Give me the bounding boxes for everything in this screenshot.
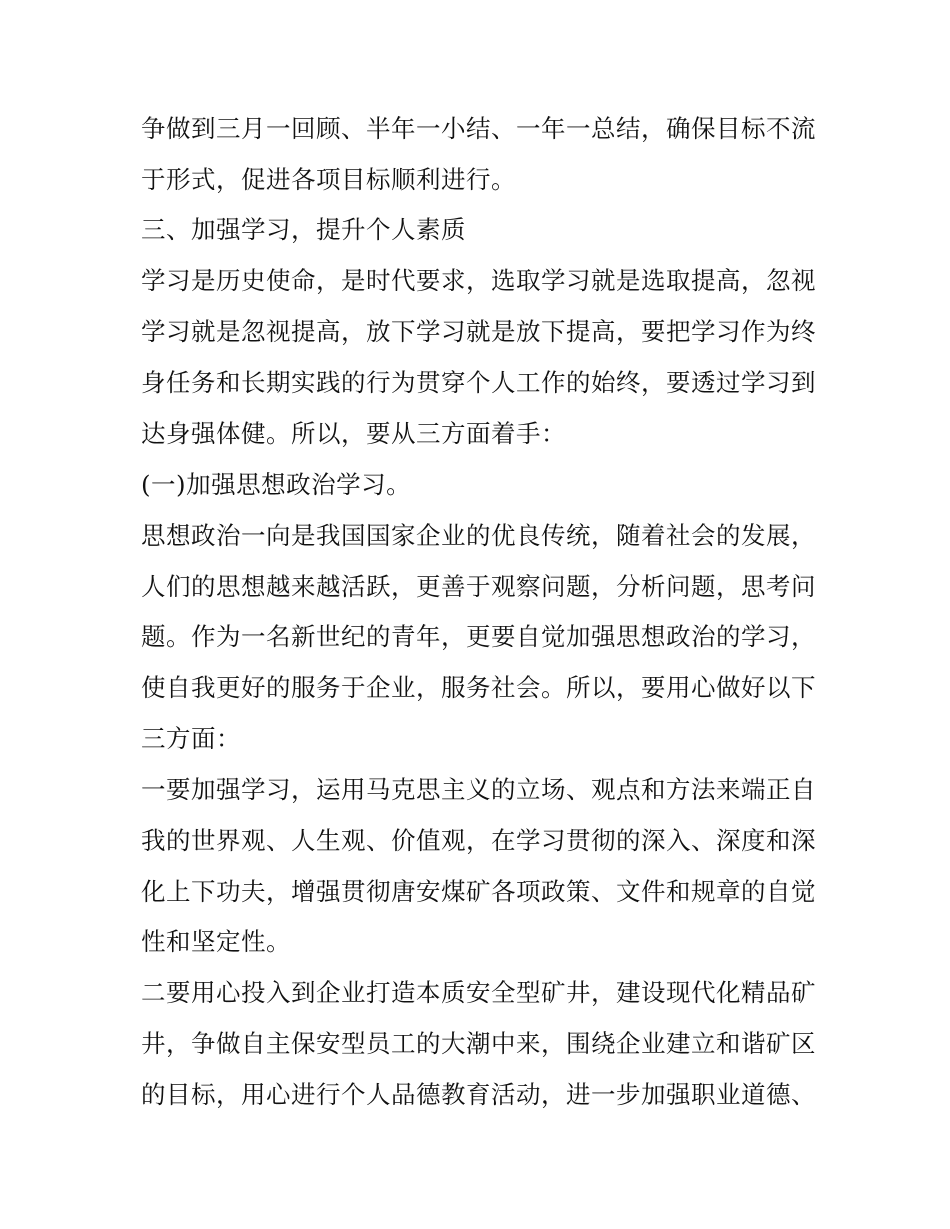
text-line: 思想政治一向是我国国家企业的优良传统，随着社会的发展，	[141, 521, 816, 550]
text-line: 性和坚定性。	[141, 927, 291, 956]
subsection-heading: (一)加强思想政治学习。	[141, 470, 412, 499]
text-line: 争做到三月一回顾、半年一小结、一年一总结，确保目标不流	[141, 114, 816, 143]
text-line: 的目标，用心进行个人品德教育活动，进一步加强职业道德、	[141, 1080, 816, 1109]
text-line: 身任务和长期实践的行为贯穿个人工作的始终，要透过学习到	[141, 368, 816, 397]
text-line: 学习就是忽视提高，放下学习就是放下提高，要把学习作为终	[141, 317, 816, 346]
text-line: 于形式，促进各项目标顺利进行。	[141, 165, 516, 194]
text-line: 一要加强学习，运用马克思主义的立场、观点和方法来端正自	[141, 775, 816, 804]
text-line: 达身强体健。所以，要从三方面着手：	[141, 419, 566, 448]
section-heading: 三、加强学习，提升个人素质	[141, 215, 466, 244]
text-line: 三方面：	[141, 724, 241, 753]
text-line: 使自我更好的服务于企业，服务社会。所以，要用心做好以下	[141, 673, 816, 702]
text-line: 题。作为一名新世纪的青年，更要自觉加强思想政治的学习，	[141, 622, 816, 651]
text-line: 我的世界观、人生观、价值观，在学习贯彻的深入、深度和深	[141, 826, 816, 855]
text-line: 化上下功夫，增强贯彻唐安煤矿各项政策、文件和规章的自觉	[141, 877, 816, 906]
text-line: 二要用心投入到企业打造本质安全型矿井，建设现代化精品矿	[141, 978, 816, 1007]
text-line: 学习是历史使命，是时代要求，选取学习就是选取提高，忽视	[141, 266, 816, 295]
text-line: 井，争做自主保安型员工的大潮中来，围绕企业建立和谐矿区	[141, 1029, 816, 1058]
text-line: 人们的思想越来越活跃，更善于观察问题，分析问题，思考问	[141, 572, 816, 601]
